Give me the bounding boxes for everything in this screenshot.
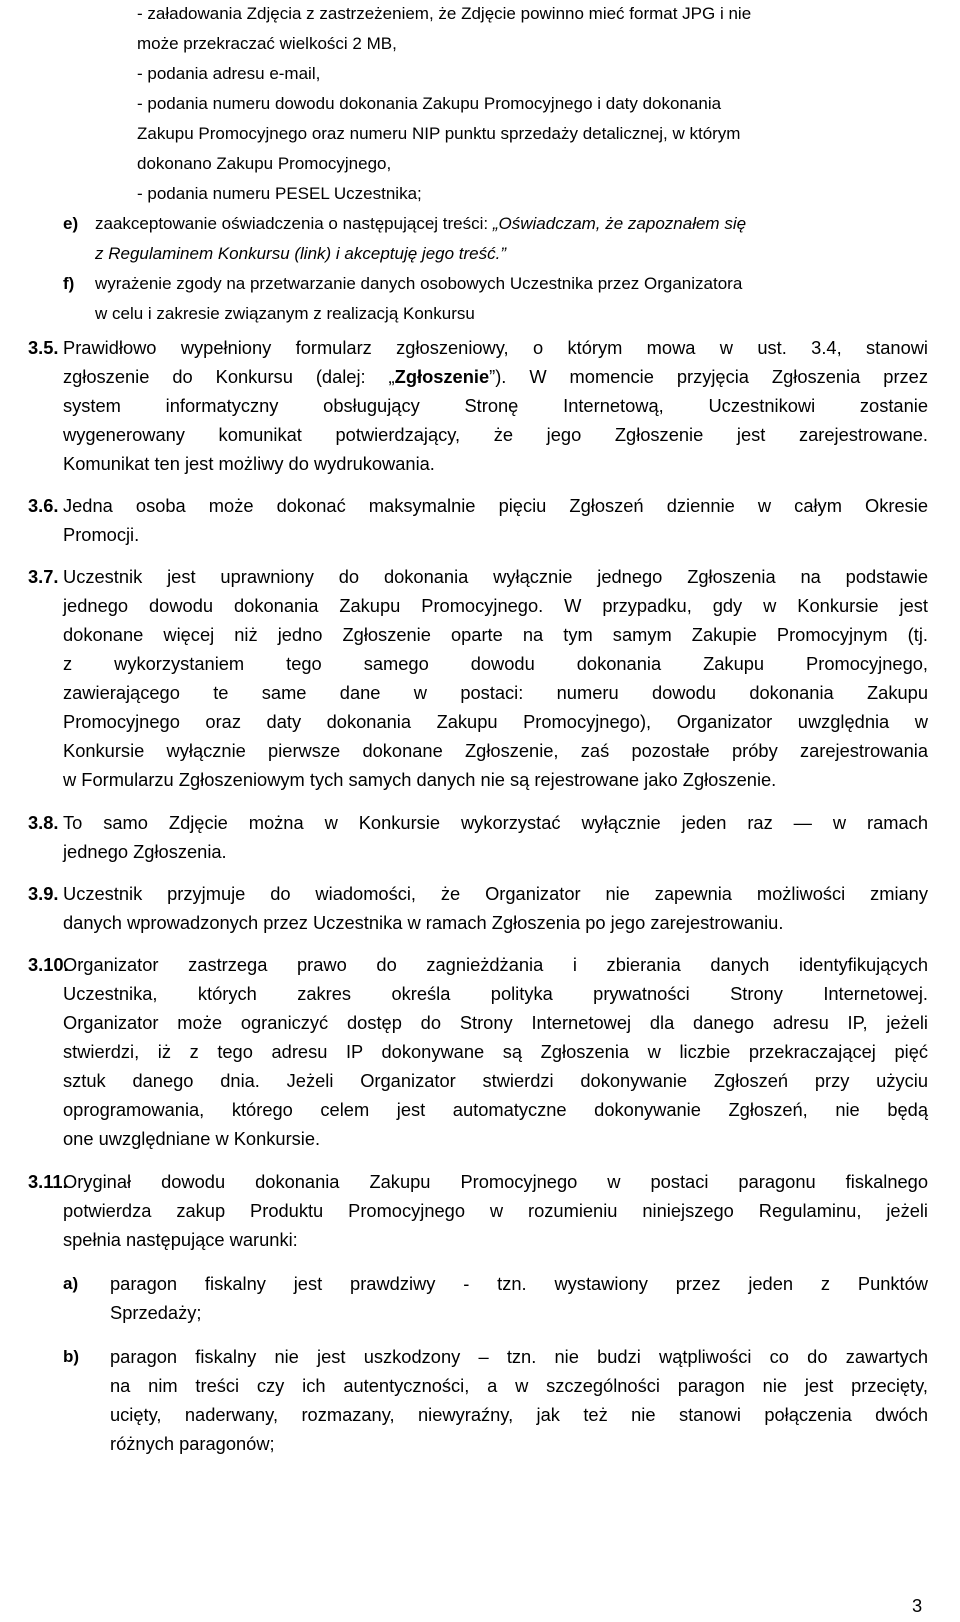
item-b-label: b) bbox=[63, 1347, 80, 1366]
item-a-label: a) bbox=[63, 1274, 79, 1293]
intro-line-2: może przekraczać wielkości 2 MB, bbox=[137, 34, 397, 53]
section-3-6-number: 3.6. bbox=[28, 495, 59, 516]
section-3-6-line-2: Promocji. bbox=[63, 524, 140, 545]
item-e-label: e) bbox=[63, 214, 79, 233]
section-3-8-line-1: To samo Zdjęcie można w Konkursie wykorzystać wyłącznie jeden raz — w ramach bbox=[63, 812, 928, 833]
section-3-7-line-2: jednego dowodu dokonania Zakupu Promocyjnego. W przypadku, gdy w Konkursie jest bbox=[63, 595, 928, 616]
section-3-7-number: 3.7. bbox=[28, 566, 59, 587]
section-3-5-line-4: wygenerowany komunikat potwierdzający, że jego Zgłoszenie jest zarejestrowane. bbox=[63, 424, 928, 445]
section-3-11-line-2: potwierdza zakup Produktu Promocyjnego w rozumieniu niniejszego Regulaminu, jeżeli bbox=[63, 1200, 928, 1221]
item-e-text-prefix: zaakceptowanie oświadczenia o następującej treści: bbox=[95, 214, 493, 233]
item-e-quote-line-1: „Oświadczam, że zapoznałem się bbox=[492, 214, 747, 233]
section-3-7-line-3: dokonane więcej niż jedno Zgłoszenie oparte na tym samym Zakupie Promocyjnym (tj. bbox=[63, 624, 928, 645]
intro-line-3: - podania adresu e-mail, bbox=[137, 64, 321, 83]
section-3-10-line-6: oprogramowania, którego celem jest automatyczne dokonywanie Zgłoszeń, nie będą bbox=[63, 1099, 928, 1120]
item-e-line-1 bbox=[95, 212, 746, 236]
section-3-5-line-1: Prawidłowo wypełniony formularz zgłoszeniowy, o którym mowa w ust. 3.4, stanowi bbox=[63, 337, 928, 358]
intro-line-5: Zakupu Promocyjnego oraz numeru NIP punktu sprzedaży detalicznej, w którym bbox=[137, 124, 741, 143]
item-f-line-1: wyrażenie zgody na przetwarzanie danych osobowych Uczestnika przez Organizatora bbox=[95, 274, 743, 293]
item-b-line-1: paragon fiskalny nie jest uszkodzony – tzn. nie budzi wątpliwości co do zawartych bbox=[110, 1346, 928, 1367]
intro-line-6: dokonano Zakupu Promocyjnego, bbox=[137, 154, 392, 173]
section-3-9-line-2: danych wprowadzonych przez Uczestnika w ramach Zgłoszenia po jego zarejestrowaniu. bbox=[63, 912, 784, 933]
item-a-line-2: Sprzedaży; bbox=[110, 1302, 202, 1323]
section-3-10-line-7: one uwzględniane w Konkursie. bbox=[63, 1128, 321, 1149]
intro-line-4: - podania numeru dowodu dokonania Zakupu Promocyjnego i daty dokonania bbox=[137, 94, 722, 113]
page-number: 3 bbox=[912, 1595, 923, 1616]
item-a-line-1: paragon fiskalny jest prawdziwy - tzn. wystawiony przez jeden z Punktów bbox=[110, 1273, 928, 1294]
section-3-7-line-7: Konkursie wyłącznie pierwsze dokonane Zgłoszenie, zaś pozostałe próby zarejestrowania bbox=[63, 740, 928, 761]
item-b-line-2: na nim treści czy ich autentyczności, a w szczególności paragon nie jest przecięty, bbox=[110, 1375, 928, 1396]
section-3-5-line-5: Komunikat ten jest możliwy do wydrukowania. bbox=[63, 453, 435, 474]
item-e-quote-line-2: z Regulaminem Konkursu (link) i akceptuję jego treść.” bbox=[95, 244, 507, 263]
section-3-5-defined-term: Zgłoszenie bbox=[394, 366, 490, 387]
section-3-5-line-2-a: zgłoszenie do Konkursu (dalej: „ bbox=[63, 366, 395, 387]
section-3-10-line-3: Organizator może ograniczyć dostęp do Strony Internetowej dla danego adresu IP, jeżeli bbox=[63, 1012, 928, 1033]
section-3-10-line-1: Organizator zastrzega prawo do zagnieżdżania i zbierania danych identyfikujących bbox=[63, 954, 928, 975]
intro-line-1: - załadowania Zdjęcia z zastrzeżeniem, że Zdjęcie powinno mieć format JPG i nie bbox=[137, 4, 752, 23]
section-3-11-line-3: spełnia następujące warunki: bbox=[63, 1229, 298, 1250]
section-3-10-line-5: sztuk danego dnia. Jeżeli Organizator stwierdzi dokonywanie Zgłoszeń przy użyciu bbox=[63, 1070, 928, 1091]
section-3-8-number: 3.8. bbox=[28, 812, 59, 833]
section-3-10-line-2: Uczestnika, których zakres określa polityka prywatności Strony Internetowej. bbox=[63, 983, 928, 1004]
section-3-7-line-6: Promocyjnego oraz daty dokonania Zakupu Promocyjnego), Organizator uwzględnia w bbox=[63, 711, 928, 732]
intro-line-7: - podania numeru PESEL Uczestnika; bbox=[137, 184, 422, 203]
section-3-5-line-2 bbox=[63, 365, 928, 389]
section-3-8-line-2: jednego Zgłoszenia. bbox=[63, 841, 227, 862]
section-3-5-line-3: system informatyczny obsługujący Stronę Internetową, Uczestnikowi zostanie bbox=[63, 395, 928, 416]
item-b-line-3: ucięty, naderwany, rozmazany, niewyraźny, jak też nie stanowi połączenia dwóch bbox=[110, 1404, 928, 1425]
item-f-label: f) bbox=[63, 274, 75, 293]
section-3-7-line-1: Uczestnik jest uprawniony do dokonania wyłącznie jednego Zgłoszenia na podstawie bbox=[63, 566, 928, 587]
section-3-7-line-4: z wykorzystaniem tego samego dowodu dokonania Zakupu Promocyjnego, bbox=[63, 653, 928, 674]
section-3-5-number: 3.5. bbox=[28, 337, 59, 358]
section-3-9-number: 3.9. bbox=[28, 883, 59, 904]
section-3-5-line-2-b: ”). W momencie przyjęcia Zgłoszenia przez bbox=[489, 366, 928, 387]
section-3-7-line-5: zawierającego te same dane w postaci: numeru dowodu dokonania Zakupu bbox=[63, 682, 928, 703]
section-3-10-number: 3.10. bbox=[28, 954, 69, 975]
section-3-6-line-1: Jedna osoba może dokonać maksymalnie pięciu Zgłoszeń dziennie w całym Okresie bbox=[63, 495, 928, 516]
section-3-9-line-1: Uczestnik przyjmuje do wiadomości, że Organizator nie zapewnia możliwości zmiany bbox=[63, 883, 928, 904]
item-b-line-4: różnych paragonów; bbox=[110, 1433, 275, 1454]
section-3-11-number: 3.11. bbox=[28, 1171, 68, 1192]
section-3-10-line-4: stwierdzi, iż z tego adresu IP dokonywane są Zgłoszenia w liczbie przekraczającej pięć bbox=[63, 1041, 928, 1062]
section-3-11-line-1: Oryginał dowodu dokonania Zakupu Promocyjnego w postaci paragonu fiskalnego bbox=[63, 1171, 928, 1192]
section-3-7-line-8: w Formularzu Zgłoszeniowym tych samych danych nie są rejestrowane jako Zgłoszenie. bbox=[63, 769, 777, 790]
item-f-line-2: w celu i zakresie związanym z realizacją Konkursu bbox=[95, 304, 475, 323]
